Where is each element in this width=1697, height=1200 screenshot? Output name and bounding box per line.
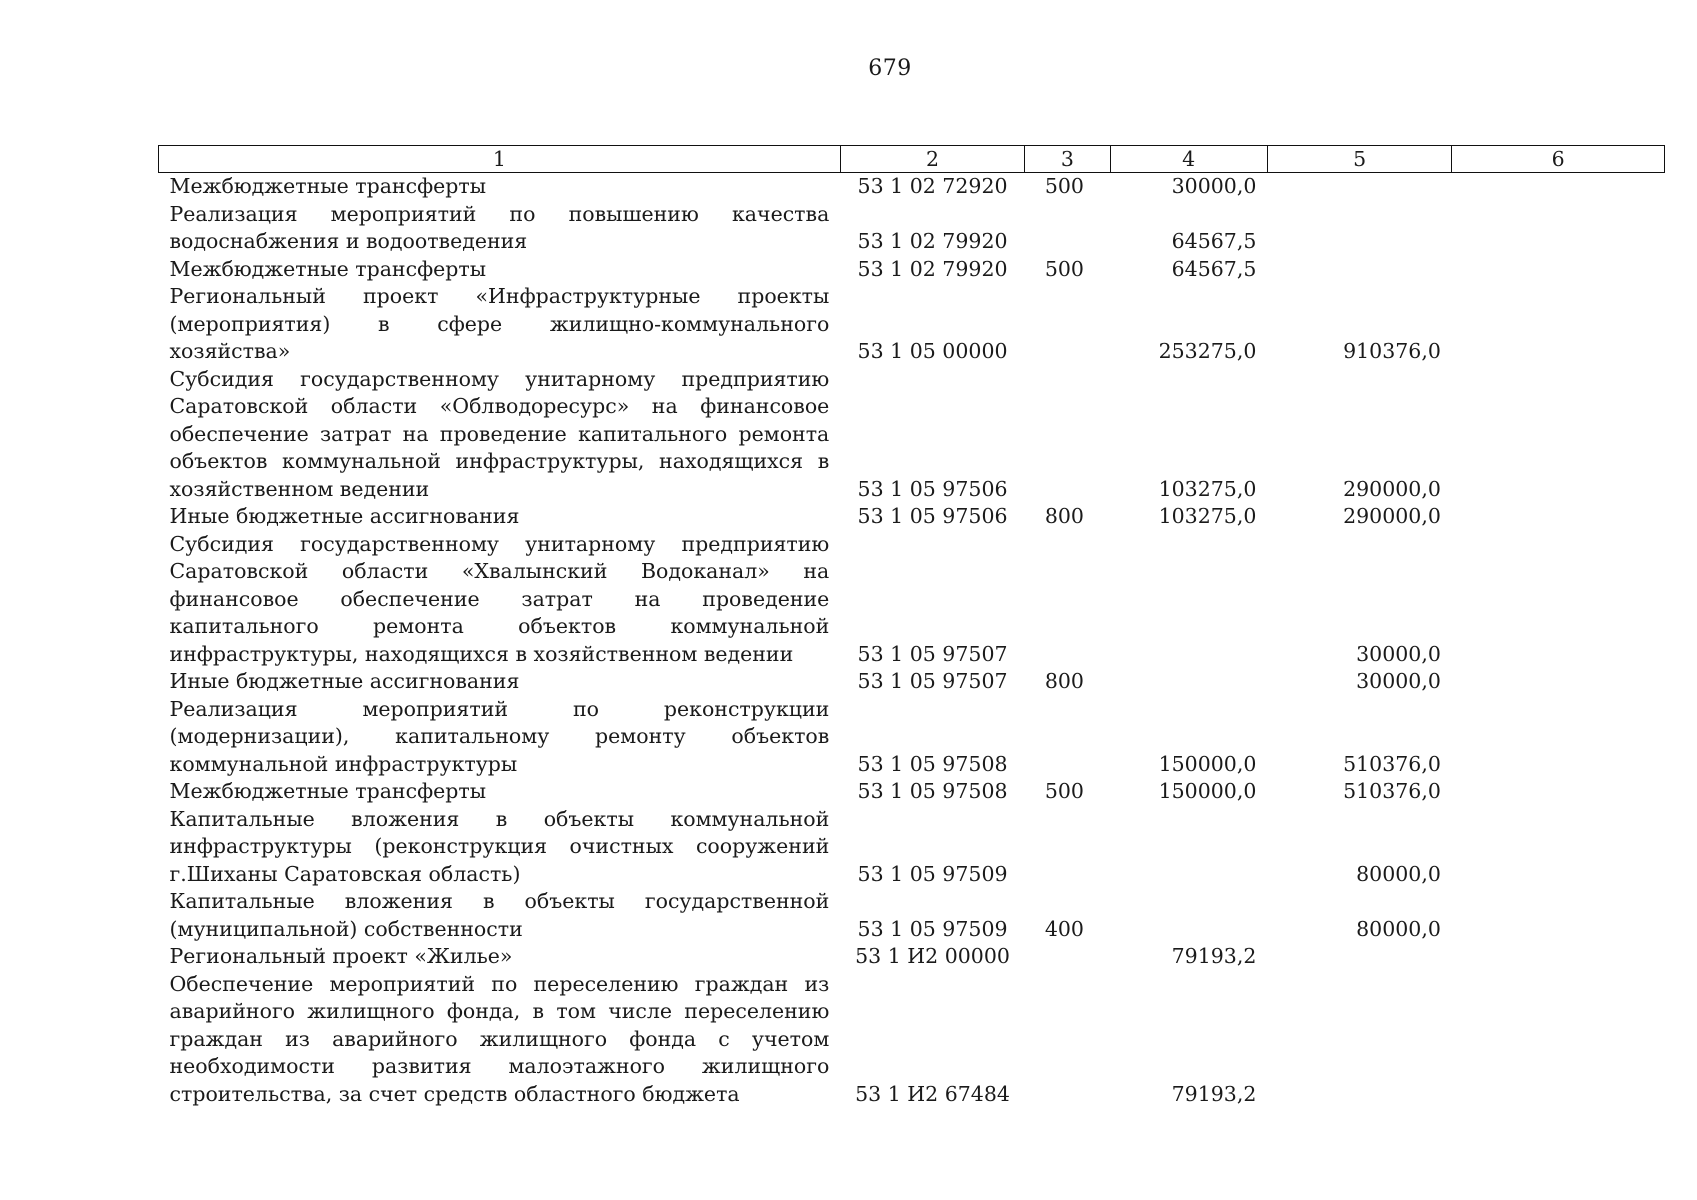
row-code: 53 1 05 97509	[857, 916, 1008, 941]
row-amount-col4: 64567,5	[1171, 256, 1257, 281]
row-amount-col4: 30000,0	[1171, 174, 1257, 198]
row-expense-type: 500	[1044, 174, 1084, 198]
row-amount-col4: 64567,5	[1171, 229, 1257, 253]
row-amount-col5: 510376,0	[1343, 779, 1441, 803]
row-amount-col4	[1110, 531, 1267, 669]
table-row	[159, 283, 1665, 366]
row-amount-col4	[1110, 888, 1267, 943]
row-amount-col6	[1452, 531, 1665, 669]
table-row	[159, 971, 1665, 1109]
row-amount-col6	[1452, 971, 1665, 1109]
row-code: 53 1 05 97508	[857, 779, 1008, 803]
row-expense-type	[1025, 366, 1110, 504]
table-body	[159, 173, 1665, 1109]
row-amount-col5: 80000,0	[1356, 861, 1441, 886]
row-amount-col6	[1452, 668, 1665, 696]
row-code: 53 1 И2 00000	[855, 944, 1010, 968]
row-amount-col5	[1267, 943, 1451, 971]
row-expense-type	[1025, 283, 1110, 366]
row-amount-col6	[1452, 173, 1665, 201]
header-col-5: 5	[1267, 146, 1451, 173]
row-amount-col4: 79193,2	[1171, 944, 1257, 968]
row-code: 53 1 05 97506	[857, 504, 1008, 528]
row-expense-type	[1025, 971, 1110, 1109]
row-name: Субсидия государственному унитарному предприятию Саратовской области «Хвалынский Водоканал» на финансовое обеспечение затрат на проведение капитального ремонта объектов коммунальной инфраструктуры, находящихся в хозяйственном ведении	[169, 531, 830, 666]
row-amount-col5: 30000,0	[1356, 641, 1441, 666]
row-amount-col6	[1452, 888, 1665, 943]
row-amount-col5: 290000,0	[1343, 476, 1441, 501]
row-code: 53 1 И2 67484	[855, 1081, 1010, 1106]
row-code: 53 1 05 97507	[857, 641, 1008, 666]
row-amount-col4: 150000,0	[1158, 779, 1257, 803]
row-amount-col4	[1110, 668, 1267, 696]
row-name: Межбюджетные трансферты	[169, 174, 487, 198]
table-row	[159, 201, 1665, 256]
row-amount-col6	[1452, 778, 1665, 806]
header-col-2: 2	[840, 146, 1024, 173]
row-amount-col5	[1267, 201, 1451, 256]
table-row	[159, 888, 1665, 943]
table-row	[159, 366, 1665, 504]
row-amount-col5	[1267, 971, 1451, 1109]
row-expense-type: 500	[1044, 779, 1084, 803]
row-amount-col6	[1452, 696, 1665, 779]
row-amount-col6	[1452, 503, 1665, 531]
row-expense-type	[1025, 531, 1110, 669]
row-name: Обеспечение мероприятий по переселению граждан из аварийного жилищного фонда, в том числе переселению граждан из аварийного жилищного фонда с учетом необходимости развития малоэтажного жилищного строительства, за счет средств областного бюджета	[169, 971, 830, 1106]
row-code: 53 1 02 72920	[857, 174, 1008, 198]
header-col-6: 6	[1452, 146, 1665, 173]
row-amount-col6	[1452, 806, 1665, 889]
table-row	[159, 256, 1665, 284]
row-name: Субсидия государственному унитарному предприятию Саратовской области «Облводоресурс» на финансовое обеспечение затрат на проведение капитального ремонта объектов коммунальной инфраструктуры, находящихся в хозяйственном ведении	[169, 366, 830, 501]
row-name: Региональный проект «Жилье»	[169, 944, 513, 968]
row-amount-col4: 253275,0	[1158, 339, 1257, 363]
row-code: 53 1 05 97509	[857, 861, 1008, 886]
row-amount-col4: 103275,0	[1158, 504, 1257, 528]
budget-table	[158, 145, 1665, 1108]
row-amount-col6	[1452, 256, 1665, 284]
row-amount-col5	[1267, 173, 1451, 201]
row-name: Региональный проект «Инфраструктурные проекты (мероприятия) в сфере жилищно-коммунального хозяйства»	[169, 284, 830, 363]
row-amount-col5: 510376,0	[1343, 751, 1441, 776]
page-number: 679	[868, 56, 912, 81]
row-name: Капитальные вложения в объекты государственной (муниципальной) собственности	[169, 889, 830, 941]
row-amount-col6	[1452, 283, 1665, 366]
row-expense-type	[1025, 806, 1110, 889]
table-row	[159, 173, 1665, 201]
table-row	[159, 668, 1665, 696]
row-expense-type	[1025, 943, 1110, 971]
row-name: Иные бюджетные ассигнования	[169, 669, 520, 693]
row-expense-type	[1025, 201, 1110, 256]
row-code: 53 1 05 00000	[857, 339, 1008, 363]
row-code: 53 1 05 97508	[857, 751, 1008, 776]
row-expense-type: 400	[1044, 916, 1084, 941]
table-row	[159, 503, 1665, 531]
row-name: Иные бюджетные ассигнования	[169, 504, 520, 528]
row-amount-col4	[1110, 806, 1267, 889]
table-row	[159, 806, 1665, 889]
row-amount-col4: 79193,2	[1171, 1081, 1257, 1106]
table-row	[159, 696, 1665, 779]
row-amount-col5: 910376,0	[1343, 339, 1441, 363]
table-row	[159, 531, 1665, 669]
row-amount-col6	[1452, 366, 1665, 504]
table-row	[159, 778, 1665, 806]
table-header	[159, 146, 1665, 173]
header-row	[159, 146, 1665, 173]
row-name: Капитальные вложения в объекты коммунальной инфраструктуры (реконструкция очистных сооружений г.Шиханы Саратовская область)	[169, 806, 830, 886]
row-code: 53 1 02 79920	[857, 229, 1008, 253]
row-code: 53 1 05 97506	[857, 476, 1008, 501]
row-amount-col4: 103275,0	[1158, 476, 1257, 501]
row-code: 53 1 05 97507	[857, 669, 1008, 693]
row-expense-type	[1025, 696, 1110, 779]
row-amount-col4: 150000,0	[1158, 751, 1257, 776]
row-amount-col5: 30000,0	[1356, 669, 1441, 693]
row-name: Межбюджетные трансферты	[169, 779, 487, 803]
row-amount-col6	[1452, 201, 1665, 256]
row-amount-col5: 80000,0	[1356, 916, 1441, 941]
row-name: Реализация мероприятий по реконструкции (модернизации), капитальному ремонту объектов коммунальной инфраструктуры	[169, 696, 830, 776]
row-name: Межбюджетные трансферты	[169, 256, 487, 281]
row-amount-col5	[1267, 256, 1451, 284]
header-col-1: 1	[159, 146, 841, 173]
table-row	[159, 943, 1665, 971]
row-expense-type: 800	[1044, 669, 1084, 693]
row-name: Реализация мероприятий по повышению качества водоснабжения и водоотведения	[169, 201, 830, 253]
row-expense-type: 500	[1044, 256, 1084, 281]
header-col-4: 4	[1110, 146, 1267, 173]
header-col-3: 3	[1025, 146, 1110, 173]
row-code: 53 1 02 79920	[857, 256, 1008, 281]
row-amount-col6	[1452, 943, 1665, 971]
row-expense-type: 800	[1044, 504, 1084, 528]
row-amount-col5: 290000,0	[1343, 504, 1441, 528]
